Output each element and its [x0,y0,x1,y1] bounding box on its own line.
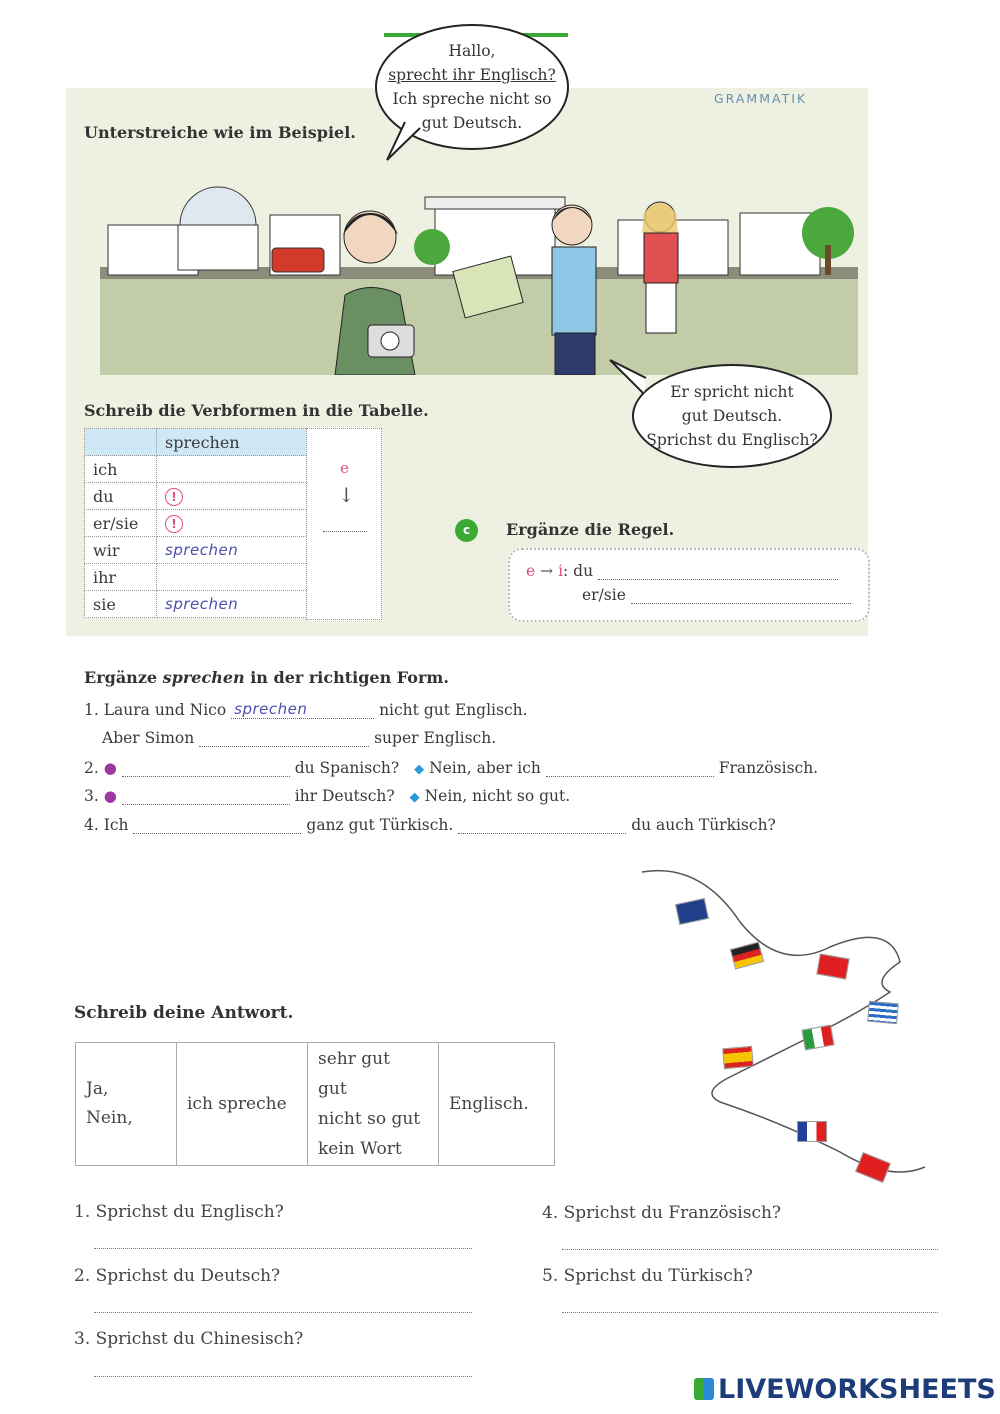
bullet-dot-icon: ● [103,787,117,805]
bullet-diamond-icon: ◆ [409,790,420,805]
answer-line-4[interactable] [562,1249,938,1250]
footer-brand: LIVEWORKSHEETS [718,1374,996,1405]
flag-france-icon [797,1121,827,1142]
answer-field-2b[interactable] [546,776,714,777]
vowel-answer-line[interactable] [323,531,367,532]
bubble-bottom-line3: Sprichst du Englisch? [646,431,818,449]
level-option: gut [318,1079,347,1099]
answer-line-2[interactable] [94,1312,472,1313]
col1-nein: Nein, [86,1108,133,1128]
bubble-top-line3: Ich spreche nicht so [392,90,552,108]
city-illustration [100,155,858,375]
task-a-instruction: Unterstreiche wie im Beispiel. [84,123,356,142]
question-5: 5. Sprichst du Türkisch? [542,1266,753,1286]
answer-cell[interactable] [157,456,308,483]
answer-line-5[interactable] [562,1312,938,1313]
col1-ja: Ja, [86,1079,109,1099]
level-option: sehr gut [318,1049,390,1069]
bullet-dot-icon: ● [103,759,117,777]
warning-icon: ! [165,488,183,506]
question-4: 4. Sprichst du Französisch? [542,1203,782,1223]
pronoun-cell: er/sie [85,510,157,537]
answer-field-1a: sprechen [231,700,374,719]
pronoun-cell: du [85,483,157,510]
verb-table [84,428,308,618]
exercise-1: 1. Laura und Nico sprechen nicht gut Englisch. [84,700,528,719]
bubble-bottom-tail [606,356,656,396]
rule-arrow-icon: → [540,562,554,580]
col2-ich-spreche: ich spreche [177,1043,308,1166]
task-b-instruction: Schreib die Verbformen in die Tabelle. [84,401,429,420]
speech-bubble-bottom [632,364,832,468]
task-e-instruction: Schreib deine Antwort. [74,1003,294,1023]
pronoun-cell: sie [85,591,157,618]
answer-cell[interactable] [157,510,308,537]
rule-ersie-label: er/sie [582,586,626,604]
task-c-instruction: Ergänze die Regel. [506,520,675,539]
level-option: nicht so gut [318,1109,421,1129]
answer-cell[interactable] [157,483,308,510]
answer-field-4b[interactable] [458,833,626,834]
rule-du-label: : du [563,562,594,580]
rule-ersie-input[interactable] [631,603,851,604]
answer-cell[interactable] [157,564,308,591]
answer-line-1[interactable] [94,1248,472,1249]
answer-field-1b[interactable] [199,746,369,747]
rule-to: i [558,562,564,580]
answer-field-2a[interactable] [122,776,290,777]
level-option: kein Wort [318,1139,402,1159]
rule-du-input[interactable] [598,579,838,580]
bubble-bottom-line1: Er spricht nicht [670,383,794,401]
exercise-1b: Aber Simon super Englisch. [102,729,497,747]
task-c-badge: c [455,519,478,542]
exercise-2: 2. ● du Spanisch? ◆ Nein, aber ich Französisch. [84,759,819,777]
bubble-top-line1: Hallo, [448,42,496,60]
liveworksheets-logo-icon [694,1378,714,1400]
down-arrow-icon: ↓ [338,483,355,507]
question-3: 3. Sprichst du Chinesisch? [74,1329,304,1349]
answer-line-3[interactable] [94,1376,472,1377]
rule-box [508,548,870,622]
vowel-letter: e [340,459,349,477]
warning-icon: ! [165,515,183,533]
bubble-top-line4: gut Deutsch. [421,114,523,132]
pronoun-cell: ich [85,456,157,483]
flag-greece-icon [867,1001,899,1025]
flag-spain-icon [722,1046,754,1070]
question-2: 2. Sprichst du Deutsch? [74,1266,281,1286]
bubble-bottom-line2: gut Deutsch. [681,407,783,425]
answer-field-4a[interactable] [133,833,301,834]
answer-pattern-table [75,1042,555,1166]
col4-englisch: Englisch. [439,1043,555,1166]
pronoun-cell: ihr [85,564,157,591]
exercise-3: 3. ● ihr Deutsch? ◆ Nein, nicht so gut. [84,787,571,805]
vowel-change-box [306,428,382,620]
section-label: GRAMMATIK [714,91,808,106]
bubble-top-line2: sprecht ihr Englisch? [388,66,556,84]
question-1: 1. Sprichst du Englisch? [74,1202,284,1222]
bullet-diamond-icon: ◆ [414,762,425,777]
task-d-verb: sprechen [162,668,245,687]
verb-table-header: sprechen [157,429,308,456]
rule-from: e [526,562,536,580]
answer-cell: sprechen [157,537,308,564]
task-d-instruction: Ergänze sprechen in der richtigen Form. [84,668,449,687]
answer-field-3[interactable] [122,804,290,805]
exercise-4: 4. Ich ganz gut Türkisch. du auch Türkisch? [84,816,776,834]
bubble-top-tail [385,120,425,165]
answer-cell: sprechen [157,591,308,618]
pronoun-cell: wir [85,537,157,564]
